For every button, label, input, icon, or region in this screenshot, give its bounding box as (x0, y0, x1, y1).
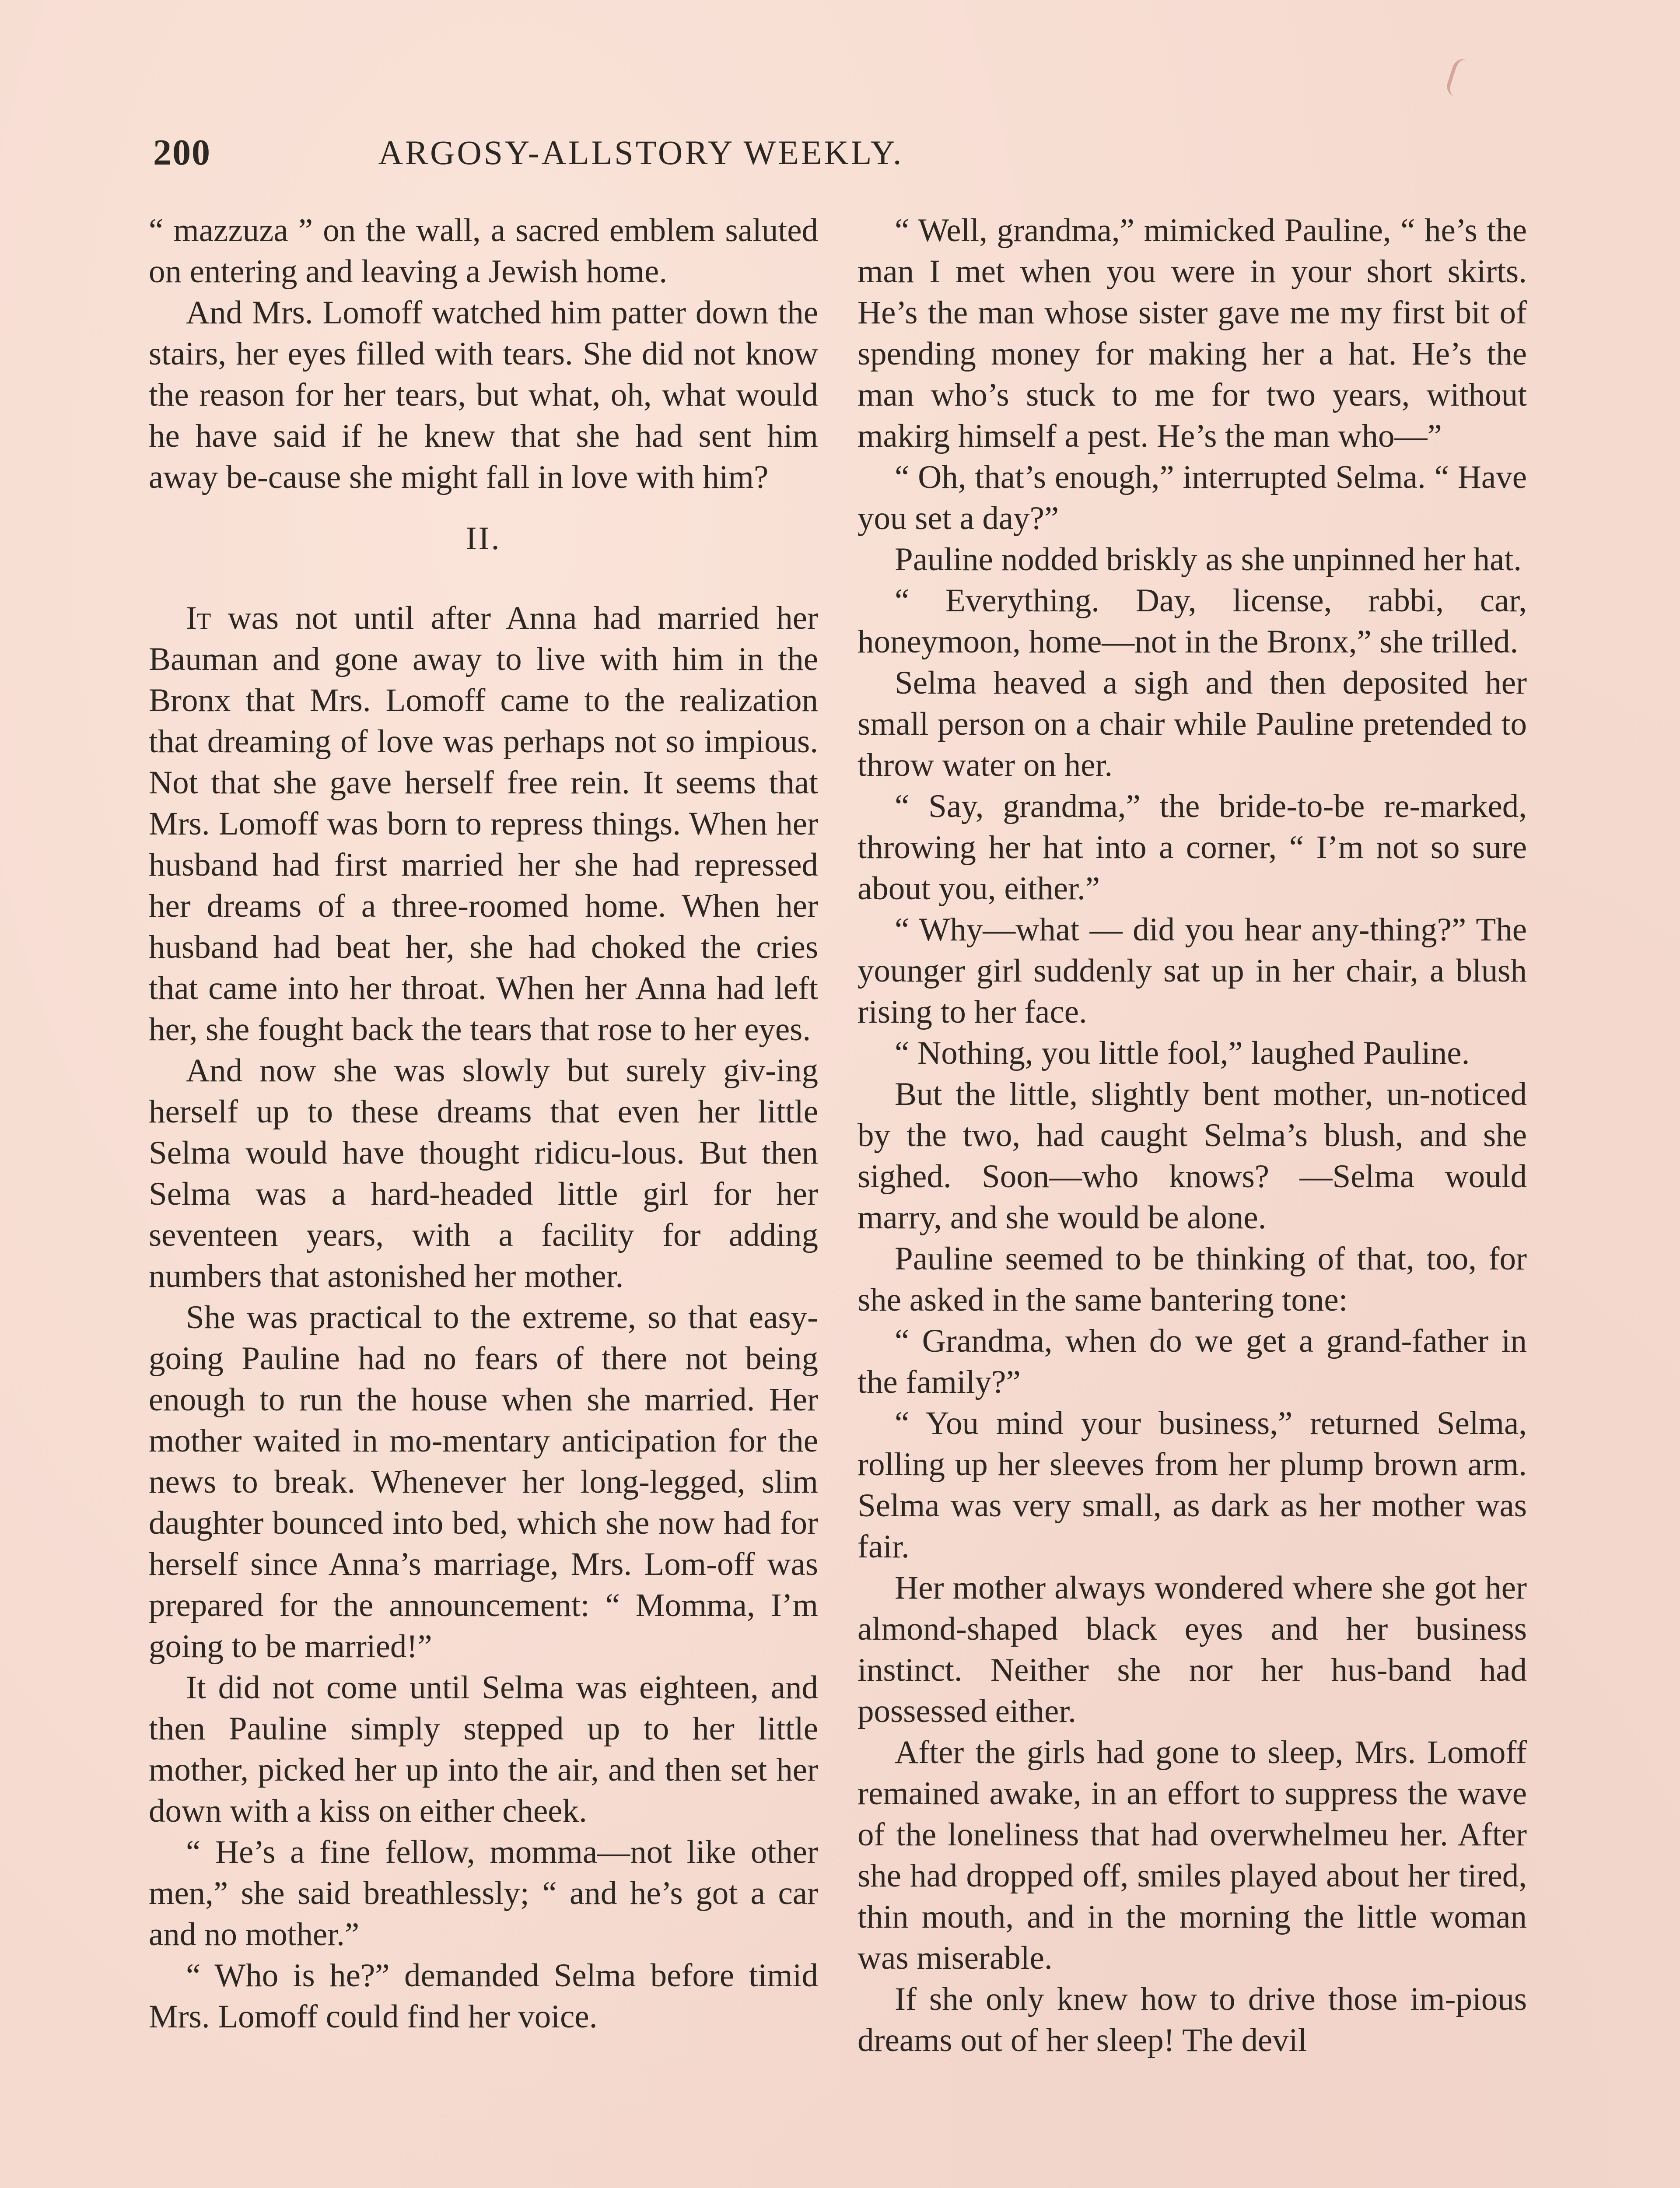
paragraph: “ Everything. Day, license, rabbi, car, honeymoon, home—not in the Bronx,” she trilled. (858, 582, 1527, 660)
paragraph: Pauline nodded briskly as she unpinned her hat. (895, 541, 1522, 578)
paragraph: And Mrs. Lomoff watched him patter down the stairs, her eyes filled with tears. She did not know the reason for her tears, but what, oh, what would he have said if he knew that she had sent him away be-cause she might fall in love with him? (149, 295, 818, 495)
paragraph-body: was not until after Anna had married her Bauman and gone away to live with him in the Bronx that Mrs. Lomoff came to the realization that dreaming of love was perhaps not so impious. Not that she gave herself free rein. It seems that Mrs. Lomoff was born to repress things. When her husband had first married her she had repressed her dreams of a three-roomed home. When her husband had beat her, she had choked the cries that came into her throat. When her Anna had left her, she fought back the tears that rose to her eyes. (149, 600, 818, 1048)
paragraph: After the girls had gone to sleep, Mrs. Lomoff remained awake, in an effort to suppress the wave of the loneliness that had overwhelmeu her. After she had dropped off, smiles played about her tired, thin mouth, and in the morning the little woman was miserable. (858, 1734, 1527, 1976)
paragraph: If she only knew how to drive those im-pious dreams out of her sleep! The devil (858, 1981, 1527, 2058)
paragraph: “ Say, grandma,” the bride-to-be re-marked, throwing her hat into a corner, “ I’m not so sure about you, either.” (858, 788, 1527, 907)
paragraph: Her mother always wondered where she got her almond-shaped black eyes and her business instinct. Neither she nor her hus-band had possessed either. (858, 1570, 1527, 1729)
paragraph-lead-word: It (186, 600, 211, 636)
paragraph: “ Grandma, when do we get a grand-father in the family?” (858, 1323, 1527, 1400)
paragraph: It did not come until Selma was eighteen, and then Pauline simply stepped up to her little mother, picked her up into the air, and then set her down with a kiss on either cheek. (149, 1669, 818, 1829)
paragraph (149, 598, 818, 1050)
running-head: ARGOSY-ALLSTORY WEEKLY. (378, 133, 904, 172)
pencil-mark (1444, 56, 1467, 97)
paragraph: But the little, slightly bent mother, un-noticed by the two, had caught Selma’s blush, and she sighed. Soon—who knows? —Selma would marry, and she would be alone. (858, 1076, 1527, 1236)
page-number: 200 (153, 132, 211, 173)
paragraph: She was practical to the extreme, so that easy-going Pauline had no fears of there not being enough to run the house when she married. Her mother waited in mo-mentary anticipation for the news to break. Whenever her long-legged, slim daughter bounced into bed, which she now had for herself since Anna’s marriage, Mrs. Lom-off was prepared for the announcement: “ Momma, I’m going to be married!” (149, 1299, 818, 1665)
paragraph: Pauline seemed to be thinking of that, too, for she asked in the same bantering tone: (858, 1241, 1527, 1318)
right-column (858, 210, 1527, 2061)
paragraph: “ mazzuza ” on the wall, a sacred emblem saluted on entering and leaving a Jewish home. (149, 212, 818, 290)
paragraph: Selma heaved a sigh and then deposited her small person on a chair while Pauline pretended to throw water on her. (858, 665, 1527, 783)
paragraph: “ He’s a fine fellow, momma—not like other men,” she said breathlessly; “ and he’s got a car and no mother.” (149, 1834, 818, 1953)
paragraph: “ Nothing, you little fool,” laughed Pauline. (895, 1035, 1470, 1071)
paragraph: And now she was slowly but surely giv-ing herself up to these dreams that even her little Selma would have thought ridicu-lous. But then Selma was a hard-headed little girl for her seventeen years, with a facility for adding numbers that astonished her mother. (149, 1052, 818, 1294)
paragraph: “ Why—what — did you hear any-thing?” The younger girl suddenly sat up in her chair, a blush rising to her face. (858, 912, 1527, 1030)
paragraph: “ Who is he?” demanded Selma before timid Mrs. Lomoff could find her voice. (149, 1957, 818, 2035)
paragraph: “ You mind your business,” returned Selma, rolling up her sleeves from her plump brown arm. Selma was very small, as dark as her mother was fair. (858, 1405, 1527, 1565)
paragraph: “ Well, grandma,” mimicked Pauline, “ he’s the man I met when you were in your short skirts. He’s the man whose sister gave me my first bit of spending money for making her a hat. He’s the man who’s stuck to me for two years, without makirg himself a pest. He’s the man who—” (858, 212, 1527, 454)
section-heading: II. (466, 520, 501, 557)
left-column (149, 210, 818, 2037)
page-header (153, 131, 1129, 179)
paragraph: “ Oh, that’s enough,” interrupted Selma. “ Have you set a day?” (858, 459, 1527, 536)
